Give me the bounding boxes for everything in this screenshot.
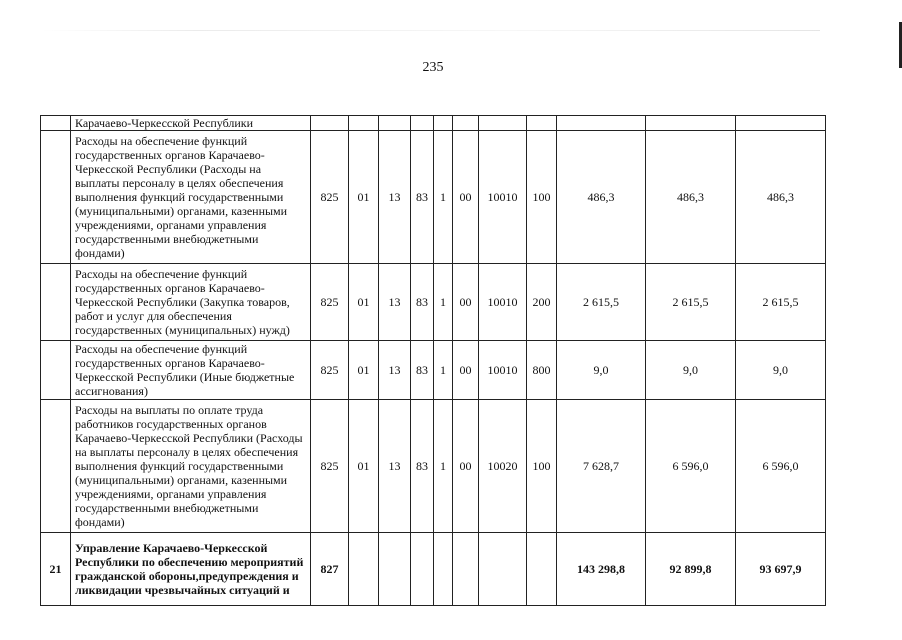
code-section: 01	[349, 341, 379, 400]
code-event	[453, 533, 479, 606]
amount-year-3: 93 697,9	[736, 533, 826, 606]
code-subprogram	[434, 533, 453, 606]
code-event: 00	[453, 131, 479, 264]
row-name: Карачаево-Черкесской Республики	[71, 116, 311, 131]
table-row	[41, 400, 826, 533]
code-subsection: 13	[379, 131, 411, 264]
code-expense-type	[527, 116, 557, 131]
code-direction: 10010	[479, 341, 527, 400]
table-row	[41, 131, 826, 264]
table-row	[41, 116, 826, 131]
code-program: 83	[411, 264, 434, 341]
budget-table	[40, 115, 826, 606]
code-subprogram: 1	[434, 264, 453, 341]
code-program	[411, 116, 434, 131]
code-expense-type: 200	[527, 264, 557, 341]
code-event: 00	[453, 400, 479, 533]
row-number	[41, 131, 71, 264]
row-name: Управление Карачаево-Черкесской Республики по обеспечению мероприятий гражданской обороны,предупреждения и ликвидации чрезвычайных ситуаций и	[71, 533, 311, 606]
code-ministry: 825	[311, 400, 349, 533]
code-subsection	[379, 533, 411, 606]
row-name: Расходы на выплаты по оплате труда работников государственных органов Карачаево-Черкесской Республики (Расходы на выплаты персоналу в целях обеспечения выполнения функций государственными (муниципальными) органами, казенными учреждениями, органами управления государственными внебюджетными фондами)	[71, 400, 311, 533]
amount-year-3: 6 596,0	[736, 400, 826, 533]
code-subprogram: 1	[434, 400, 453, 533]
amount-year-3: 486,3	[736, 131, 826, 264]
code-expense-type: 800	[527, 341, 557, 400]
amount-year-1: 9,0	[557, 341, 646, 400]
amount-year-2: 9,0	[646, 341, 736, 400]
code-subsection	[379, 116, 411, 131]
row-name: Расходы на обеспечение функций государственных органов Карачаево-Черкесской Республики (Расходы на выплаты персоналу в целях обеспечения выполнения функций государственными (муниципальными) органами, казенными учреждениями, органами управления государственными внебюджетными фондами)	[71, 131, 311, 264]
table-row	[41, 533, 826, 606]
row-name: Расходы на обеспечение функций государственных органов Карачаево-Черкесской Республики (Закупка товаров, работ и услуг для обеспечения государственных (муниципальных) нужд)	[71, 264, 311, 341]
row-number	[41, 264, 71, 341]
amount-year-3: 9,0	[736, 341, 826, 400]
code-section: 01	[349, 131, 379, 264]
code-section	[349, 116, 379, 131]
code-ministry: 827	[311, 533, 349, 606]
amount-year-1: 2 615,5	[557, 264, 646, 341]
amount-year-1	[557, 116, 646, 131]
table-row	[41, 264, 826, 341]
amount-year-3	[736, 116, 826, 131]
code-subprogram	[434, 116, 453, 131]
code-direction: 10010	[479, 264, 527, 341]
row-number: 21	[41, 533, 71, 606]
code-subsection: 13	[379, 264, 411, 341]
code-subprogram: 1	[434, 341, 453, 400]
amount-year-1: 486,3	[557, 131, 646, 264]
code-section	[349, 533, 379, 606]
code-ministry: 825	[311, 341, 349, 400]
table-row	[41, 341, 826, 400]
row-number	[41, 341, 71, 400]
code-program: 83	[411, 341, 434, 400]
page-number: 235	[422, 60, 444, 75]
amount-year-2: 486,3	[646, 131, 736, 264]
code-expense-type: 100	[527, 131, 557, 264]
amount-year-2: 2 615,5	[646, 264, 736, 341]
code-ministry: 825	[311, 131, 349, 264]
code-program: 83	[411, 400, 434, 533]
row-name: Расходы на обеспечение функций государственных органов Карачаево-Черкесской Республики (Иные бюджетные ассигнования)	[71, 341, 311, 400]
code-ministry	[311, 116, 349, 131]
code-direction	[479, 533, 527, 606]
amount-year-2	[646, 116, 736, 131]
row-number	[41, 400, 71, 533]
amount-year-2: 6 596,0	[646, 400, 736, 533]
code-event	[453, 116, 479, 131]
code-section: 01	[349, 264, 379, 341]
code-subprogram: 1	[434, 131, 453, 264]
amount-year-2: 92 899,8	[646, 533, 736, 606]
code-ministry: 825	[311, 264, 349, 341]
code-direction: 10010	[479, 131, 527, 264]
amount-year-3: 2 615,5	[736, 264, 826, 341]
row-number	[41, 116, 71, 131]
code-subsection: 13	[379, 341, 411, 400]
code-section: 01	[349, 400, 379, 533]
code-event: 00	[453, 341, 479, 400]
code-expense-type: 100	[527, 400, 557, 533]
amount-year-1: 7 628,7	[557, 400, 646, 533]
code-subsection: 13	[379, 400, 411, 533]
code-event: 00	[453, 264, 479, 341]
code-expense-type	[527, 533, 557, 606]
code-direction	[479, 116, 527, 131]
scan-artifact-line	[40, 30, 820, 31]
amount-year-1: 143 298,8	[557, 533, 646, 606]
code-direction: 10020	[479, 400, 527, 533]
code-program: 83	[411, 131, 434, 264]
code-program	[411, 533, 434, 606]
